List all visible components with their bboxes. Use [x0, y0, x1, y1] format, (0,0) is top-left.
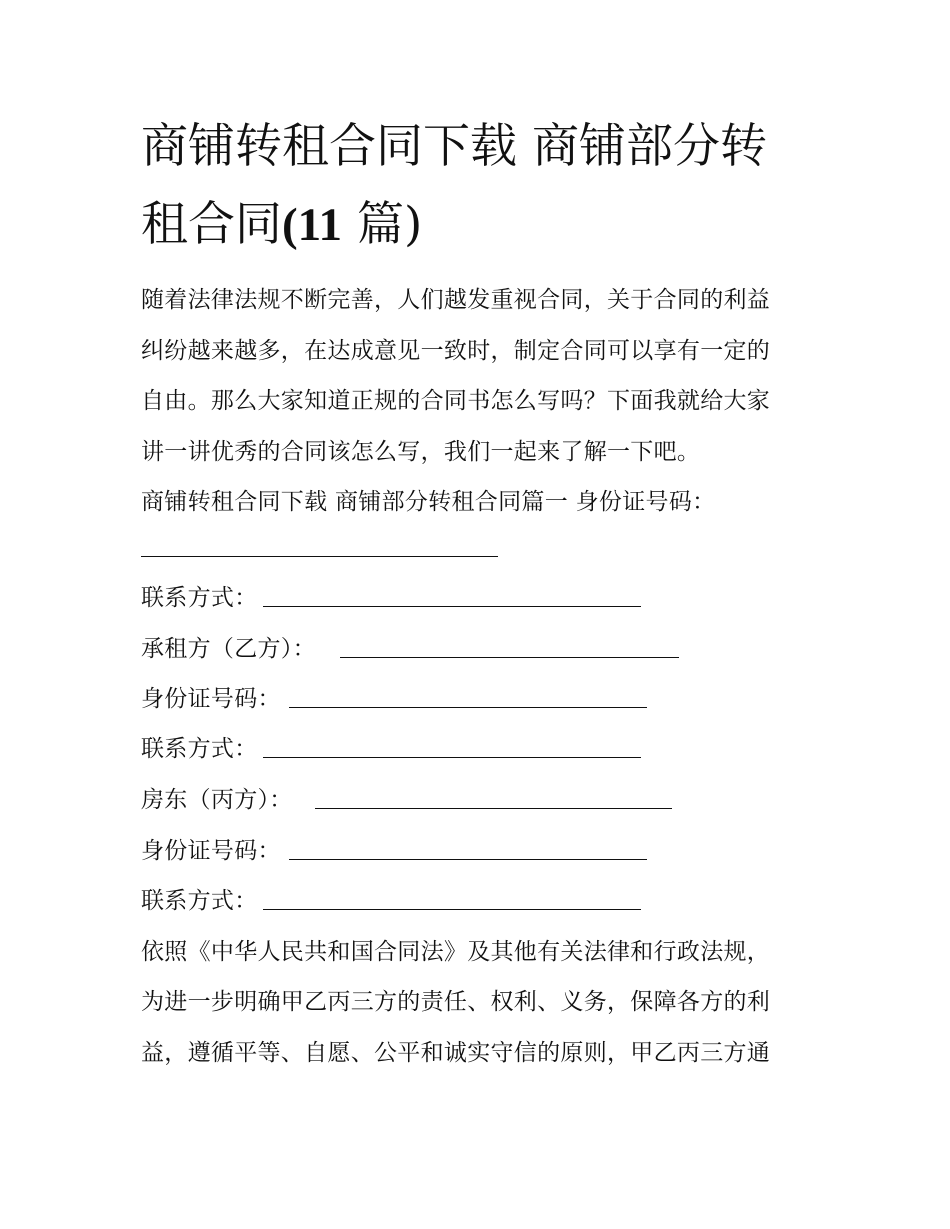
intro-line-2: 纠纷越来越多，在达成意见一致时，制定合同可以享有一定的	[141, 338, 771, 364]
field-blank-contact-1	[263, 606, 641, 607]
field-label-contact-1: 联系方式：	[141, 585, 258, 611]
intro-line-4: 讲一讲优秀的合同该怎么写，我们一起来了解一下吧。	[141, 439, 701, 465]
field-blank-tenant	[340, 657, 679, 658]
field-blank-id-1	[289, 707, 647, 708]
field-blank-contact-3	[263, 909, 641, 910]
intro-line-3: 自由。那么大家知道正规的合同书怎么写吗？下面我就给大家	[141, 388, 771, 414]
field-label-tenant: 承租方（乙方）：	[141, 636, 316, 662]
body-line-2: 为进一步明确甲乙丙三方的责任、权利、义务，保障各方的利	[141, 989, 771, 1015]
title-count: (11	[282, 199, 343, 251]
field-blank-contact-2	[263, 757, 641, 758]
title-suffix: 篇)	[342, 197, 423, 252]
title-line-2-prefix: 租合同	[141, 197, 282, 252]
field-label-id-2: 身份证号码：	[141, 838, 281, 864]
title-line-1: 商铺转租合同下载 商铺部分转	[141, 119, 767, 174]
id-number-blank	[141, 556, 498, 557]
field-label-landlord: 房东（丙方）：	[141, 787, 293, 813]
field-blank-id-2	[289, 859, 647, 860]
field-label-contact-2: 联系方式：	[141, 736, 258, 762]
body-line-3: 益，遵循平等、自愿、公平和诚实守信的原则，甲乙丙三方通	[141, 1040, 771, 1066]
section-heading: 商铺转租合同下载 商铺部分转租合同篇一 身份证号码：	[141, 489, 716, 515]
intro-line-1: 随着法律法规不断完善，人们越发重视合同，关于合同的利益	[141, 287, 771, 313]
field-label-contact-3: 联系方式：	[141, 888, 258, 914]
field-blank-landlord	[315, 808, 672, 809]
document-title	[141, 108, 841, 264]
field-label-id-1: 身份证号码：	[141, 686, 281, 712]
body-line-1: 依照《中华人民共和国合同法》及其他有关法律和行政法规，	[141, 939, 771, 965]
